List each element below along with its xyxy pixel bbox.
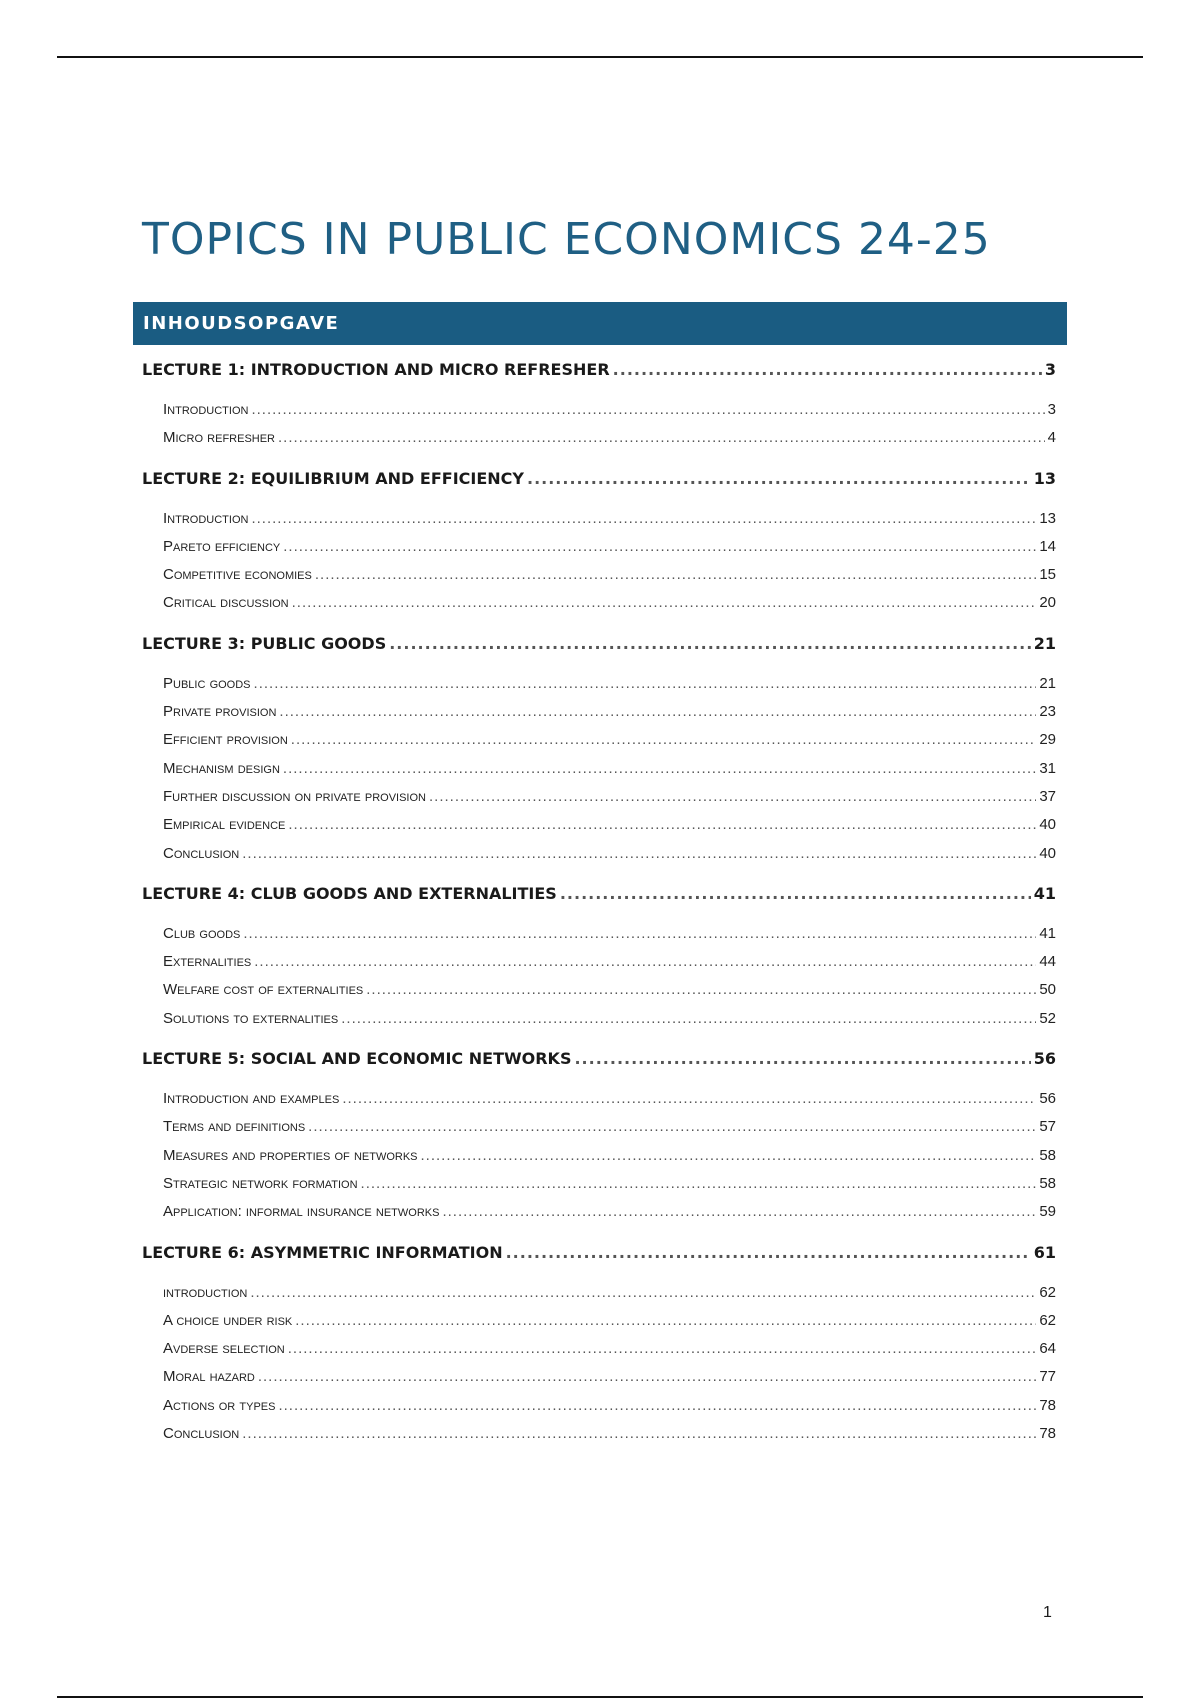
toc-section-entry[interactable] [142, 424, 1056, 452]
toc-leader-dots [288, 811, 1036, 839]
toc-section-page: 31 [1039, 759, 1056, 777]
toc-lecture-label: LECTURE 4: CLUB GOODS AND EXTERNALITIES [142, 883, 557, 903]
toc-section-entry[interactable] [142, 396, 1056, 424]
toc-section-label: Solutions to externalities [163, 1009, 339, 1027]
toc-section-entry[interactable] [142, 589, 1056, 617]
toc-section-page: 57 [1039, 1118, 1056, 1136]
toc-section-label: Welfare cost of externalities [163, 981, 364, 999]
toc-section-entry[interactable] [142, 698, 1056, 726]
toc-lecture-entry[interactable] [142, 465, 1056, 493]
toc-section-page: 62 [1039, 1311, 1056, 1329]
toc-section-page: 20 [1039, 594, 1056, 612]
toc-section-entry[interactable] [142, 1198, 1056, 1226]
toc-section-entry[interactable] [142, 1335, 1056, 1363]
toc-section-page: 56 [1039, 1090, 1056, 1108]
toc-section-page: 58 [1039, 1174, 1056, 1192]
toc-lecture-page: 13 [1033, 468, 1056, 488]
toc-section-label: Club goods [163, 924, 241, 942]
toc-section-entry[interactable] [142, 840, 1056, 868]
toc-section-entry[interactable] [142, 783, 1056, 811]
toc-leader-dots [279, 698, 1036, 726]
toc-section-label: A choice under risk [163, 1311, 293, 1329]
toc-lecture-label: LECTURE 1: INTRODUCTION AND MICRO REFRESHER [142, 360, 610, 379]
toc-section-entry[interactable] [142, 533, 1056, 561]
toc-section-page: 14 [1039, 537, 1056, 555]
toc-leader-dots [429, 783, 1036, 811]
toc-section-label: Private provision [163, 703, 277, 721]
toc-leader-dots [251, 396, 1044, 424]
toc-section-label: Further discussion on private provision [163, 787, 426, 805]
toc-section-entry[interactable] [142, 1420, 1056, 1448]
toc-leader-dots [506, 1239, 1031, 1267]
toc-leader-dots [242, 1420, 1036, 1448]
toc-lecture-entry[interactable] [142, 880, 1056, 908]
toc-leader-dots [308, 1113, 1036, 1141]
toc-section-page: 40 [1039, 844, 1056, 862]
toc-leader-dots [527, 465, 1031, 493]
toc-leader-dots [292, 589, 1037, 617]
toc-leader-dots [421, 1142, 1037, 1170]
toc-lecture-label: LECTURE 3: PUBLIC GOODS [142, 633, 387, 653]
toc-leader-dots [283, 533, 1036, 561]
toc-section-page: 21 [1039, 674, 1056, 692]
toc-section-entry[interactable] [142, 755, 1056, 783]
toc-section-label: Actions or types [163, 1396, 276, 1414]
toc-section-label: Introduction [163, 509, 249, 527]
toc-section-entry[interactable] [142, 505, 1056, 533]
footer-rule [57, 1696, 1143, 1698]
toc-section-page: 62 [1039, 1283, 1056, 1301]
table-of-contents [142, 356, 1056, 1448]
toc-section-label: Conclusion [163, 1425, 240, 1443]
toc-section-page: 4 [1047, 429, 1056, 447]
toc-section-label: Public goods [163, 674, 251, 692]
toc-section-page: 77 [1039, 1368, 1056, 1386]
toc-leader-dots [295, 1307, 1036, 1335]
toc-section-label: Application: informal insurance networks [163, 1203, 440, 1221]
toc-section-entry[interactable] [142, 1170, 1056, 1198]
toc-section-entry[interactable] [142, 726, 1056, 754]
toc-leader-dots [574, 1045, 1030, 1073]
toc-section-page: 50 [1039, 981, 1056, 999]
toc-section-page: 29 [1039, 731, 1056, 749]
toc-section-page: 13 [1039, 509, 1056, 527]
toc-section-entry[interactable] [142, 1307, 1056, 1335]
toc-section-page: 40 [1039, 816, 1056, 834]
toc-section-page: 58 [1039, 1146, 1056, 1164]
toc-section-page: 44 [1039, 953, 1056, 971]
toc-leader-dots [366, 976, 1036, 1004]
toc-lecture-label: LECTURE 5: SOCIAL AND ECONOMIC NETWORKS [142, 1049, 572, 1069]
toc-lecture-page: 56 [1033, 1049, 1056, 1069]
toc-lecture-page: 3 [1044, 360, 1056, 379]
toc-section-label: Externalities [163, 953, 252, 971]
toc-leader-dots [361, 1170, 1037, 1198]
toc-section-label: Critical discussion [163, 594, 289, 612]
toc-heading-band [133, 302, 1067, 345]
toc-lecture-label: LECTURE 6: ASYMMETRIC INFORMATION [142, 1242, 503, 1262]
toc-leader-dots [291, 726, 1037, 754]
toc-section-entry[interactable] [142, 1005, 1056, 1033]
toc-section-label: Micro refresher [163, 429, 276, 447]
toc-section-entry[interactable] [142, 1279, 1056, 1307]
toc-section-page: 15 [1039, 566, 1056, 584]
toc-lecture-page: 61 [1033, 1242, 1056, 1262]
toc-leader-dots [315, 561, 1036, 589]
toc-section-page: 37 [1039, 787, 1056, 805]
toc-leader-dots [254, 670, 1037, 698]
toc-section-label: Mechanism design [163, 759, 280, 777]
toc-section-entry[interactable] [142, 561, 1056, 589]
toc-section-entry[interactable] [142, 1142, 1056, 1170]
toc-leader-dots [251, 505, 1036, 533]
toc-leader-dots [288, 1335, 1037, 1363]
toc-leader-dots [613, 356, 1042, 384]
toc-leader-dots [254, 948, 1036, 976]
toc-section-entry[interactable] [142, 1085, 1056, 1113]
toc-lecture-entry[interactable] [142, 630, 1056, 658]
toc-section-entry[interactable] [142, 670, 1056, 698]
toc-leader-dots [278, 424, 1045, 452]
toc-section-label: Introduction and examples [163, 1090, 340, 1108]
toc-lecture-entry[interactable] [142, 356, 1056, 384]
toc-section-label: Strategic network formation [163, 1174, 358, 1192]
document-title: TOPICS IN PUBLIC ECONOMICS 24-25 [142, 214, 991, 265]
toc-leader-dots [278, 1392, 1036, 1420]
toc-section-label: Avderse selection [163, 1340, 285, 1358]
toc-leader-dots [341, 1005, 1036, 1033]
toc-section-entry[interactable] [142, 1363, 1056, 1391]
toc-section-page: 3 [1047, 401, 1056, 418]
toc-lecture-page: 21 [1033, 633, 1056, 653]
toc-section-label: Competitive economies [163, 566, 312, 584]
toc-section-label: Moral hazard [163, 1368, 255, 1386]
toc-leader-dots [560, 880, 1031, 908]
toc-section-label: Conclusion [163, 844, 240, 862]
page-number: 1 [1043, 1604, 1052, 1621]
toc-leader-dots [242, 840, 1036, 868]
toc-section-page: 64 [1039, 1340, 1056, 1358]
toc-leader-dots [442, 1198, 1036, 1226]
toc-section-label: Terms and definitions [163, 1118, 306, 1136]
toc-section-page: 78 [1039, 1425, 1056, 1443]
toc-lecture-entry[interactable] [142, 1239, 1056, 1267]
toc-section-entry[interactable] [142, 920, 1056, 948]
toc-leader-dots [258, 1363, 1036, 1391]
toc-section-page: 78 [1039, 1396, 1056, 1414]
toc-section-entry[interactable] [142, 1392, 1056, 1420]
toc-section-page: 41 [1039, 924, 1056, 942]
toc-section-entry[interactable] [142, 1113, 1056, 1141]
toc-section-label: Pareto efficiency [163, 537, 281, 555]
toc-leader-dots [283, 755, 1036, 783]
toc-leader-dots [243, 920, 1036, 948]
toc-lecture-entry[interactable] [142, 1045, 1056, 1073]
toc-section-label: Efficient provision [163, 731, 288, 749]
toc-section-label: Introduction [163, 401, 249, 418]
toc-leader-dots [250, 1279, 1036, 1307]
toc-heading: INHOUDSOPGAVE [143, 313, 340, 334]
toc-section-entry[interactable] [142, 811, 1056, 839]
toc-lecture-label: LECTURE 2: EQUILIBRIUM AND EFFICIENCY [142, 468, 524, 488]
toc-leader-dots [342, 1085, 1036, 1113]
toc-section-entry[interactable] [142, 976, 1056, 1004]
toc-section-page: 23 [1039, 703, 1056, 721]
header-rule [57, 56, 1143, 58]
toc-section-page: 52 [1039, 1009, 1056, 1027]
toc-section-page: 59 [1039, 1203, 1056, 1221]
toc-section-label: Measures and properties of networks [163, 1146, 418, 1164]
toc-section-label: introduction [163, 1283, 248, 1301]
toc-section-label: Empirical evidence [163, 816, 286, 834]
toc-lecture-page: 41 [1033, 883, 1056, 903]
toc-section-entry[interactable] [142, 948, 1056, 976]
toc-leader-dots [389, 630, 1031, 658]
